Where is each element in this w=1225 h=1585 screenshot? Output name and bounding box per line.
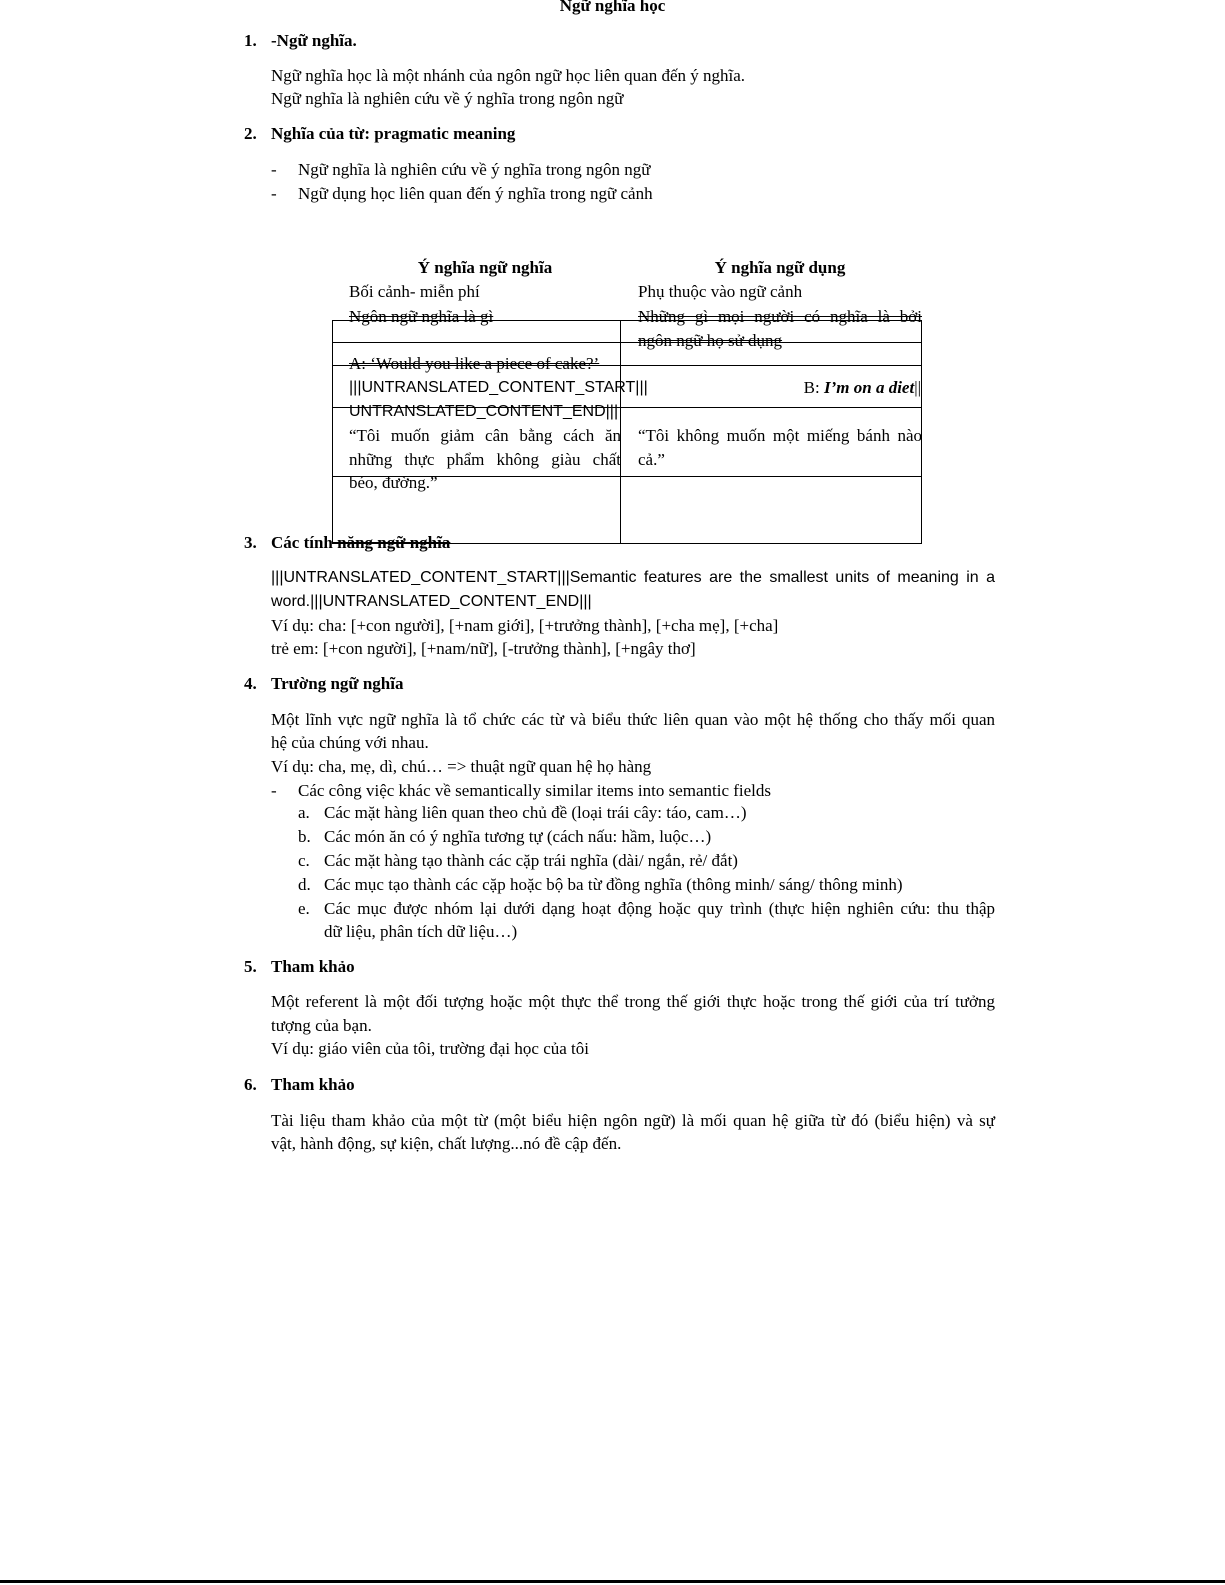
paragraph-line: Ngữ nghĩa là nghiên cứu về ý nghĩa trong ngôn ngữ bbox=[271, 89, 624, 108]
list-label: c. bbox=[298, 851, 310, 870]
table-cell: Bối cảnh- miễn phí bbox=[349, 282, 480, 301]
untranslated-marker: |||UNTRANSLATED_CONTENT_START||| bbox=[349, 379, 648, 396]
bullet-item: Các công việc khác về semantically similar items into semantic fields bbox=[298, 781, 772, 800]
list-item: Các món ăn có ý nghĩa tương tự (cách nấu: hầm, luộc…) bbox=[324, 827, 712, 846]
bullet-item: Ngữ dụng học liên quan đến ý nghĩa trong ngữ cảnh bbox=[298, 184, 653, 203]
quote-left: béo, đường.” bbox=[349, 473, 438, 492]
paragraph-line: hệ của chúng với nhau. bbox=[271, 733, 429, 752]
section-heading bbox=[271, 531, 450, 555]
section-heading: -Ngữ nghĩa. bbox=[271, 31, 357, 50]
section-heading: Tham khảo bbox=[271, 1075, 355, 1094]
table-cell: ngôn ngữ họ sử dụng bbox=[638, 331, 783, 350]
bullet-marker: - bbox=[271, 160, 277, 179]
quote-right: cả.” bbox=[638, 450, 665, 469]
section-heading: Nghĩa của từ: pragmatic meaning bbox=[271, 124, 516, 143]
section-number: 6. bbox=[244, 1075, 257, 1094]
list-item: Các mặt hàng tạo thành các cặp trái nghĩa (dài/ ngắn, rẻ/ đắt) bbox=[324, 851, 738, 870]
untranslated-marker: UNTRANSLATED_CONTENT_END||| bbox=[349, 403, 619, 420]
dialog-b-text: I’m on a diet bbox=[823, 378, 915, 397]
table-cell: Phụ thuộc vào ngữ cảnh bbox=[638, 282, 803, 301]
table-header-semantic: Ý nghĩa ngữ nghĩa bbox=[417, 258, 553, 277]
section-heading-start: Các tính bbox=[271, 533, 333, 552]
paragraph-line: Ví dụ: cha, mẹ, dì, chú… => thuật ngữ quan hệ họ hàng bbox=[271, 757, 652, 776]
page-bottom-rule bbox=[0, 1580, 1225, 1583]
table-header-pragmatic: Ý nghĩa ngữ dụng bbox=[714, 258, 846, 277]
bullet-item: Ngữ nghĩa là nghiên cứu về ý nghĩa trong ngôn ngữ bbox=[298, 160, 651, 179]
dialog-b bbox=[790, 376, 921, 400]
list-label: d. bbox=[298, 875, 311, 894]
dialog-b-suffix: || bbox=[914, 378, 921, 397]
page-title: Ngữ nghĩa học bbox=[559, 0, 666, 15]
list-label: a. bbox=[298, 803, 310, 822]
section-number: 5. bbox=[244, 957, 257, 976]
section-number: 3. bbox=[244, 533, 257, 552]
quote-right: “Tôi không muốn một miếng bánh nào bbox=[638, 426, 922, 445]
table-cell: Những gì mọi người có nghĩa là bởi bbox=[638, 307, 922, 326]
paragraph-line: Tài liệu tham khảo của một từ (một biểu hiện ngôn ngữ) là mối quan hệ giữa từ đó (biểu hiện) và sự bbox=[271, 1111, 995, 1130]
quote-left: “Tôi muốn giảm cân bằng cách ăn bbox=[349, 426, 621, 445]
section-number: 1. bbox=[244, 31, 257, 50]
paragraph-line: tượng của bạn. bbox=[271, 1016, 372, 1035]
paragraph-line: |||UNTRANSLATED_CONTENT_START|||Semantic features are the smallest units of meaning in a bbox=[271, 569, 995, 586]
list-label: e. bbox=[298, 899, 310, 918]
section-heading: Trường ngữ nghĩa bbox=[271, 674, 404, 693]
paragraph-line: Ví dụ: cha: [+con người], [+nam giới], [+trưởng thành], [+cha mẹ], [+cha] bbox=[271, 616, 779, 635]
section-number: 4. bbox=[244, 674, 257, 693]
paragraph-line: Một lĩnh vực ngữ nghĩa là tổ chức các từ và biểu thức liên quan vào một hệ thống cho thấy mối quan bbox=[271, 710, 995, 729]
dialog-a: A: ‘Would you like a piece of cake?’ bbox=[349, 354, 600, 373]
table-cell: Ngôn ngữ nghĩa là gì bbox=[349, 307, 494, 326]
bullet-marker: - bbox=[271, 184, 277, 203]
list-item-continuation: dữ liệu, phân tích dữ liệu…) bbox=[324, 922, 518, 941]
paragraph-line: Ví dụ: giáo viên của tôi, trường đại học của tôi bbox=[271, 1039, 589, 1058]
table-border-left bbox=[332, 320, 333, 544]
list-item: Các mục tạo thành các cặp hoặc bộ ba từ đồng nghĩa (thông minh/ sáng/ thông minh) bbox=[324, 875, 903, 894]
section-number: 2. bbox=[244, 124, 257, 143]
paragraph-line: Ngữ nghĩa học là một nhánh của ngôn ngữ học liên quan đến ý nghĩa. bbox=[271, 66, 746, 85]
quote-left: những thực phẩm không giàu chất bbox=[349, 450, 621, 469]
table-rule bbox=[332, 342, 921, 343]
paragraph-line: word.|||UNTRANSLATED_CONTENT_END||| bbox=[271, 593, 592, 610]
paragraph-line: Một referent là một đối tượng hoặc một thực thể trong thế giới thực hoặc trong thế giới của trí tưởng bbox=[271, 992, 995, 1011]
paragraph-line: trẻ em: [+con người], [+nam/nữ], [-trưởng thành], [+ngây thơ] bbox=[271, 639, 696, 658]
list-item: Các mục được nhóm lại dưới dạng hoạt động hoặc quy trình (thực hiện nghiên cứu: thu thập bbox=[324, 899, 995, 918]
paragraph-line: vật, hành động, sự kiện, chất lượng...nó đề cập đến. bbox=[271, 1134, 622, 1153]
dialog-b-prefix: B: bbox=[803, 378, 820, 397]
list-item: Các mặt hàng liên quan theo chủ đề (loại trái cây: táo, cam…) bbox=[324, 803, 747, 822]
section-heading-rest: năng ngữ nghĩa bbox=[332, 533, 451, 552]
list-label: b. bbox=[298, 827, 311, 846]
bullet-marker: - bbox=[271, 781, 277, 800]
section-heading: Tham khảo bbox=[271, 957, 355, 976]
